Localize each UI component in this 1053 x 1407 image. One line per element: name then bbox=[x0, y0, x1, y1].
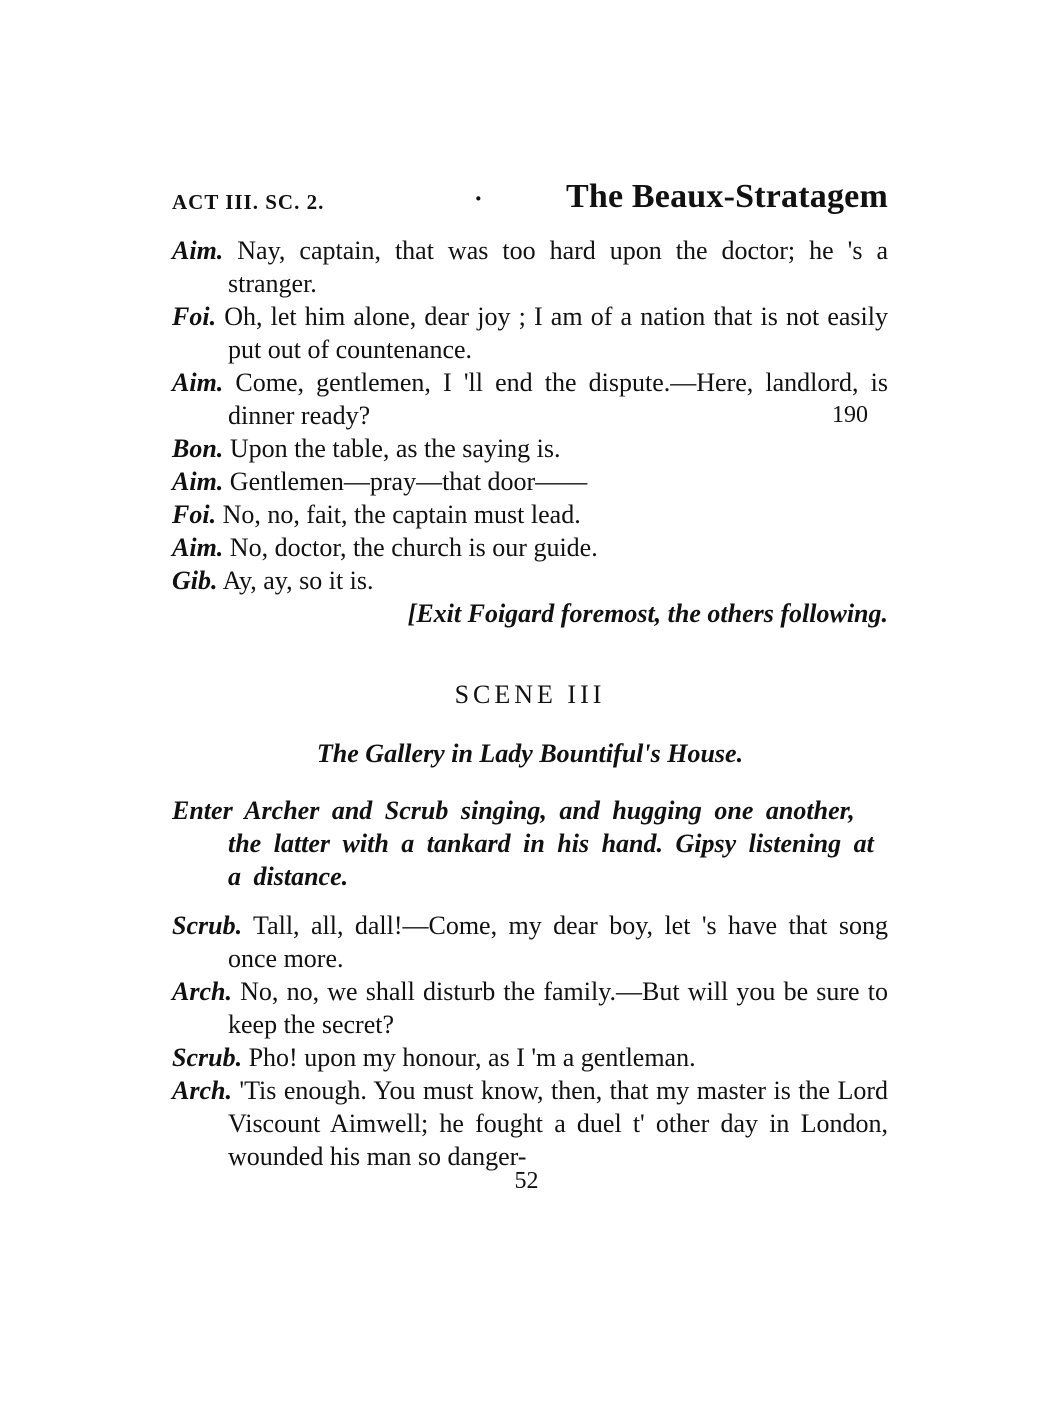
speech-aim-4 bbox=[172, 531, 888, 564]
speech-text: Gentlemen—pray—that door—— bbox=[223, 467, 588, 496]
speaker-name: Arch. bbox=[172, 977, 232, 1006]
play-title: The Beaux-Stratagem bbox=[565, 178, 888, 215]
header-separator: · bbox=[474, 184, 483, 213]
speech-aim-3 bbox=[172, 465, 888, 498]
speaker-name: Arch. bbox=[172, 1076, 232, 1105]
speech-text: No, no, fait, the captain must lead. bbox=[216, 500, 581, 529]
speech-bon-1 bbox=[172, 432, 888, 465]
speech-foi-2 bbox=[172, 498, 888, 531]
running-head bbox=[172, 178, 888, 222]
speaker-name: Aim. bbox=[172, 236, 224, 265]
scene-setting: The Gallery in Lady Bountiful's House. bbox=[316, 739, 744, 768]
speaker-name: Scrub. bbox=[172, 911, 243, 940]
speech-text: Ay, ay, so it is. bbox=[217, 566, 374, 595]
speech-arch-2 bbox=[172, 1074, 888, 1173]
speech-gib-1 bbox=[172, 564, 888, 597]
entrance-stage-direction: Enter Archer and Scrub singing, and hugging one another, the latter with a tankard in his hand. Gipsy listening at a distance. bbox=[172, 796, 874, 891]
speech-text: Oh, let him alone, dear joy ; I am of a nation that is not easily put out of countenance. bbox=[216, 302, 888, 364]
exit-stage-direction: [Exit Foigard foremost, the others following. bbox=[407, 599, 888, 628]
speaker-name: Aim. bbox=[172, 368, 224, 397]
speaker-name: Aim. bbox=[172, 533, 224, 562]
speech-text: 'Tis enough. You must know, then, that my master is the Lord Viscount Aimwell; he fought a duel t' other day in London, wounded his man so danger- bbox=[228, 1076, 888, 1171]
speech-aim-1 bbox=[172, 234, 888, 300]
act-scene-label: ACT III. SC. 2. bbox=[172, 190, 325, 214]
speech-text: Tall, all, dall!—Come, my dear boy, let 's have that song once more. bbox=[228, 911, 888, 973]
speech-scrub-2 bbox=[172, 1041, 888, 1074]
speaker-name: Scrub. bbox=[172, 1043, 243, 1072]
speech-text: No, doctor, the church is our guide. bbox=[223, 533, 598, 562]
speech-text: Nay, captain, that was too hard upon the doctor; he 's a stranger. bbox=[223, 236, 888, 298]
speaker-name: Bon. bbox=[172, 434, 224, 463]
play-text bbox=[172, 234, 888, 1173]
speaker-name: Foi. bbox=[172, 302, 217, 331]
speech-text: Come, gentlemen, I 'll end the dispute.—Here, landlord, is dinner ready? bbox=[223, 368, 888, 430]
speech-text: Pho! upon my honour, as I 'm a gentleman. bbox=[242, 1043, 696, 1072]
speech-aim-2: Aim. Come, gentlemen, I 'll end the dispute.—Here, landlord, is dinner ready? 190 bbox=[172, 368, 888, 430]
speaker-name: Foi. bbox=[172, 500, 217, 529]
speech-text: No, no, we shall disturb the family.—But will you be sure to keep the secret? bbox=[228, 977, 888, 1039]
speech-arch-1 bbox=[172, 975, 888, 1041]
page-number: 52 bbox=[514, 1168, 539, 1194]
speech-text: Upon the table, as the saying is. bbox=[223, 434, 561, 463]
speaker-name: Gib. bbox=[172, 566, 218, 595]
scene-heading: SCENE III bbox=[454, 680, 606, 709]
speech-foi-1 bbox=[172, 300, 888, 366]
speech-scrub-1 bbox=[172, 909, 888, 975]
speaker-name: Aim. bbox=[172, 467, 224, 496]
